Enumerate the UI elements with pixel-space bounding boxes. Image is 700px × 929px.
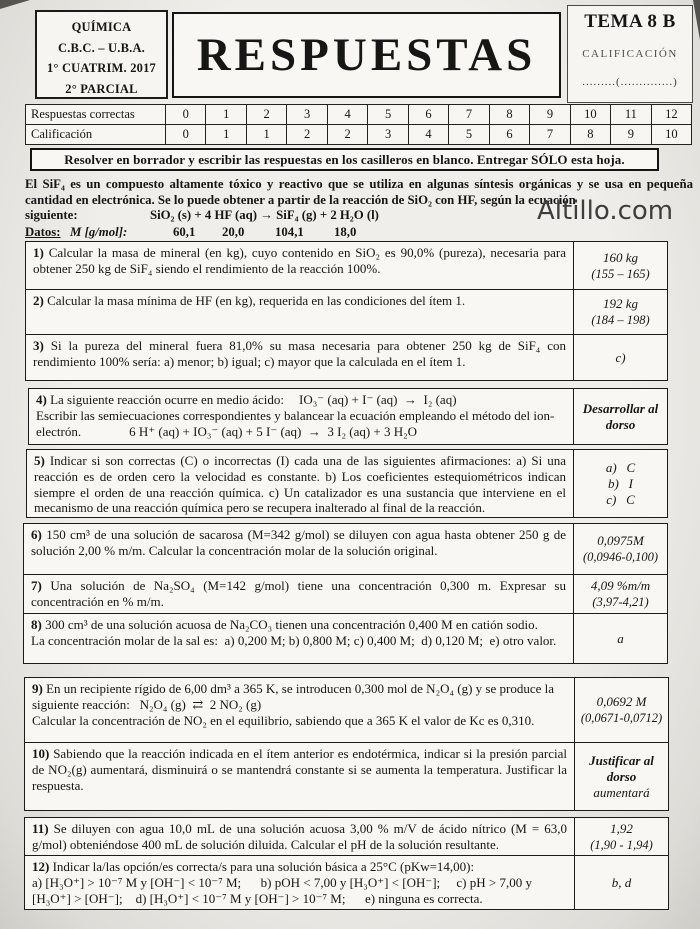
question-body: Una solución de Na₂SO₄ (M=142 g/mol) tiene una concentración 0,300 m. Expresar su concentración en % m/m. bbox=[31, 578, 566, 609]
answer-line: Desarrollar al bbox=[582, 400, 659, 416]
answer-line: b, d bbox=[611, 874, 632, 890]
question-body: 150 cm³ de una solución de sacarosa (M=342 g/mol) se diluyen con agua hasta obtener 250 g de solución 2,00 % m/m. Calcular la concentración molar de la solución original. bbox=[31, 527, 566, 558]
question-text bbox=[32, 746, 567, 793]
molar-mass-label: M [g/mol]: bbox=[70, 225, 128, 239]
answer-line: a) C bbox=[605, 459, 636, 475]
question-number: 3) bbox=[33, 338, 44, 353]
question-text: Escribir las semiecuaciones correspondientes y balancear la ecuación empleando el método del ion- bbox=[36, 407, 555, 423]
question-number: 1) bbox=[33, 245, 44, 260]
answer-line: b) I bbox=[608, 475, 633, 491]
answer-range: (1,90 - 1,94) bbox=[590, 837, 653, 852]
answer-line: 1,92 bbox=[610, 820, 633, 836]
question-table-11-12 bbox=[24, 817, 669, 910]
question-text bbox=[33, 293, 566, 309]
question-text: La concentración molar de la sal es: a) 0,200 M; b) 0,800 M; c) 0,400 M; d) 0,120 M; e) otro valor. bbox=[31, 632, 557, 648]
question-number: 8) bbox=[31, 617, 42, 632]
scan-corner-artifact bbox=[0, 0, 30, 9]
molar-mass-value: 104,1 bbox=[275, 225, 304, 239]
question-row-1 bbox=[26, 242, 667, 289]
score-row-label: Respuestas correctas bbox=[26, 105, 166, 124]
question-row-7 bbox=[24, 574, 667, 613]
answer-cell bbox=[573, 450, 667, 517]
question-body: Si la pureza del mineral fuera 81,0% su masa necesaria para obtener 250 kg de SiF₄ con rendimiento 100% sería: a) menor; b) igual; c) mayor que la calculada en el ítem 1. bbox=[33, 338, 566, 369]
score-row-correct bbox=[26, 105, 691, 124]
question-row-8 bbox=[24, 613, 667, 663]
question-body: En un recipiente rígido de 6,00 dm³ a 365 K, se introducen 0,300 mol de N₂O₄ (g) y se produce la bbox=[42, 681, 555, 696]
score-row-label: Calificación bbox=[26, 125, 166, 144]
question-body: Calcular la masa de mineral (en kg), cuyo contenido en SiO₂ es 90,0% (pureza), necesaria para obtener 250 kg de SiF₄ siendo el rendimiento de la reacción 100%. bbox=[33, 245, 566, 276]
question-text bbox=[32, 859, 567, 875]
question-text bbox=[32, 681, 567, 697]
score-cell: 1 bbox=[206, 105, 246, 124]
score-cell: 2 bbox=[247, 105, 287, 124]
question-body: Indicar si son correctas (C) o incorrectas (I) cada una de las siguientes afirmaciones: a) Si una reacción es de orden cero la velocidad es constante. b) Los coeficientes estequiométricos indican siempre el orden de una reacción química. c) Un catalizador es una sustancia que interviene en el mecanismo de una reacción química pero se recupera inalterado al final de la reacción. bbox=[34, 453, 566, 516]
score-cell: 8 bbox=[571, 125, 611, 144]
course-info-box bbox=[35, 10, 168, 99]
question-number: 12) bbox=[32, 859, 50, 874]
answer-range: (155 – 165) bbox=[591, 266, 650, 281]
ionic-equation: IO₃⁻ (aq) + I⁻ (aq) → I₂ (aq) bbox=[299, 392, 457, 407]
question-number: 7) bbox=[31, 578, 42, 593]
page-title-box bbox=[172, 12, 561, 98]
answer-cell bbox=[574, 818, 668, 855]
answer-line: Justificar al bbox=[589, 752, 654, 768]
score-cell: 2 bbox=[287, 125, 327, 144]
score-cell: 1 bbox=[247, 125, 287, 144]
score-cell: 6 bbox=[490, 125, 530, 144]
score-cell: 11 bbox=[611, 105, 651, 124]
question-options: [H₃O⁺] > [OH⁻]; d) [H₃O⁺] < 10⁻⁷ M y [OH⁻] > 10⁻⁷ M; e) ninguna es correcta. bbox=[32, 890, 483, 906]
answer-line: dorso bbox=[606, 768, 637, 784]
question-table-6-8 bbox=[23, 523, 668, 664]
score-cell: 9 bbox=[611, 125, 651, 144]
score-cell: 10 bbox=[571, 105, 611, 124]
question-table-1-3 bbox=[25, 241, 668, 381]
answer-range: (0,0671-0,0712) bbox=[580, 711, 663, 725]
question-text bbox=[36, 424, 566, 440]
question-row-4 bbox=[29, 389, 667, 444]
question-row-6 bbox=[24, 524, 667, 574]
question-row-9 bbox=[25, 678, 668, 742]
answer-line: aumentará bbox=[593, 784, 650, 800]
answer-line: 0,0692 M bbox=[596, 694, 647, 709]
answer-cell bbox=[573, 614, 667, 663]
answer-cell bbox=[573, 575, 667, 613]
question-table-4 bbox=[28, 388, 668, 445]
answer-line: 192 kg bbox=[602, 296, 639, 311]
question-body: Se diluyen con agua 10,0 mL de una solución acuosa 3,00 % m/V de ácido nítrico (M = 63,0 g/mol) obteniéndose 400 mL de solución diluida. Calcular el pH de la solución resultante. bbox=[32, 821, 567, 852]
question-body: 300 cm³ de una solución acuosa de Na₂CO₃ tienen una concentración 0,400 M en catión sodio. bbox=[41, 617, 538, 632]
intro-paragraph: El SiF₄ es un compuesto altamente tóxico y reactivo que se utiliza en algunas síntesis orgánicas y se usa en pequeña cantidad en electrónica. Se lo puede obtener a partir de la reacción de SiO₂ con HF, según la ecuación bbox=[25, 177, 693, 207]
score-cell: 7 bbox=[449, 105, 489, 124]
question-table-5 bbox=[26, 449, 668, 518]
answer-cell bbox=[573, 389, 667, 444]
intro-siguiente: siguiente: bbox=[25, 208, 78, 222]
molar-mass-value: 18,0 bbox=[334, 225, 357, 239]
question-body: Indicar la/las opción/es correcta/s para una solución básica a 25°C (pKw=14,00): bbox=[49, 859, 475, 874]
balanced-equation: 6 H⁺ (aq) + IO₃⁻ (aq) + 5 I⁻ (aq) → 3 I₂ (aq) + 3 H₂O bbox=[129, 423, 418, 439]
answer-line: 0,0975M bbox=[597, 533, 644, 548]
answer-cell bbox=[574, 678, 668, 742]
answer-cell bbox=[574, 856, 668, 909]
score-cell: 5 bbox=[449, 125, 489, 144]
score-cell: 6 bbox=[409, 105, 449, 124]
question-number: 5) bbox=[34, 453, 45, 468]
equilibrium-equation: siguiente reacción: N₂O₄ (g) ⇄ 2 NO₂ (g) bbox=[32, 696, 262, 712]
question-text bbox=[31, 578, 566, 610]
instruction-banner: Resolver en borrador y escribir las respuestas en los casilleros en blanco. Entregar SÓLO esta hoja. bbox=[30, 148, 659, 171]
tema-label: TEMA 8 B bbox=[584, 11, 676, 32]
answer-line: 4,09 %m/m bbox=[590, 578, 651, 593]
answer-line: c) bbox=[615, 349, 626, 365]
question-row-3 bbox=[26, 334, 667, 380]
molar-mass-value: 20,0 bbox=[222, 225, 245, 239]
question-number: 10) bbox=[32, 746, 50, 761]
answer-line: a bbox=[617, 630, 624, 646]
tema-calificacion-box bbox=[567, 5, 693, 103]
watermark: Altillo.com bbox=[537, 196, 674, 226]
score-cell: 0 bbox=[166, 125, 206, 144]
course-subject: QUÍMICA bbox=[71, 20, 132, 34]
score-cell: 4 bbox=[328, 105, 368, 124]
question-body: electrón. bbox=[36, 423, 82, 439]
calificacion-label: CALIFICACIÓN bbox=[582, 48, 678, 60]
score-cell: 12 bbox=[665, 107, 678, 121]
score-cell: 0 bbox=[166, 105, 206, 124]
reaction-equation: SiO₂ (s) + 4 HF (aq) → SiF₄ (g) + 2 H₂O (l) bbox=[150, 208, 379, 222]
course-exam: 2° PARCIAL bbox=[65, 81, 138, 96]
answer-line: 160 kg bbox=[602, 249, 639, 265]
question-row-5 bbox=[27, 450, 667, 517]
answer-cell bbox=[573, 290, 667, 334]
question-number: 11) bbox=[32, 821, 49, 836]
molar-mass-value: 60,1 bbox=[173, 225, 196, 239]
question-text bbox=[33, 338, 566, 370]
question-number: 6) bbox=[31, 527, 42, 542]
question-text: Calcular la concentración de NO₂ en el equilibrio, sabiendo que a 365 K el valor de Kc es 0,310. bbox=[32, 712, 535, 728]
question-body: Sabiendo que la reacción indicada en el ítem anterior es endotérmica, indicar si la presión parcial de NO₂(g) aumentará, disminuirá o se mantendrá constante si se aumenta la temperatura. Justificar la respuesta. bbox=[32, 746, 567, 793]
score-cell: 7 bbox=[530, 125, 570, 144]
course-term: 1° CUATRIM. 2017 bbox=[46, 61, 156, 75]
course-institution: C.B.C. – U.B.A. bbox=[57, 40, 146, 55]
answer-cell bbox=[573, 242, 667, 289]
answer-cell bbox=[573, 335, 667, 380]
score-conversion-table bbox=[25, 104, 692, 145]
answer-cell bbox=[573, 524, 667, 574]
datos-row bbox=[25, 225, 693, 242]
question-body: Calcular la masa mínima de HF (en kg), requerida en las condiciones del ítem 1. bbox=[43, 293, 466, 308]
answer-line: c) C bbox=[606, 491, 635, 507]
score-cell: 3 bbox=[368, 125, 408, 144]
answer-range: (3,97-4,21) bbox=[592, 595, 649, 609]
score-cell: 9 bbox=[530, 105, 570, 124]
answer-line: dorso bbox=[605, 416, 636, 432]
question-text bbox=[32, 821, 567, 853]
calificacion-blank-line: .........(..............) bbox=[582, 76, 678, 88]
score-cell: 4 bbox=[409, 125, 449, 144]
question-body: La siguiente reacción ocurre en medio ácido: bbox=[46, 392, 284, 407]
score-cell: 8 bbox=[490, 105, 530, 124]
question-row-11 bbox=[25, 818, 668, 855]
score-cell: 3 bbox=[287, 105, 327, 124]
answer-range: (0,0946-0,100) bbox=[583, 550, 658, 564]
question-number: 9) bbox=[32, 681, 43, 696]
question-text bbox=[36, 392, 566, 408]
scan-corner-artifact bbox=[693, 0, 700, 40]
question-row-2 bbox=[26, 289, 667, 334]
question-text bbox=[31, 617, 566, 633]
question-row-12 bbox=[25, 855, 668, 909]
score-cell: 1 bbox=[206, 125, 246, 144]
score-cell: 10 bbox=[665, 127, 678, 141]
question-table-9-10 bbox=[24, 677, 669, 811]
question-number: 2) bbox=[33, 293, 44, 308]
question-row-10 bbox=[25, 742, 668, 810]
question-options: a) [H₃O⁺] > 10⁻⁷ M y [OH⁻] < 10⁻⁷ M; b) pOH < 7,00 y [H₃O⁺] < [OH⁻]; c) pH > 7,00 y bbox=[32, 874, 532, 890]
question-text bbox=[31, 527, 566, 559]
score-cell: 2 bbox=[328, 125, 368, 144]
datos-label: Datos: bbox=[25, 225, 61, 239]
question-text bbox=[34, 453, 566, 516]
page-title: RESPUESTAS bbox=[196, 29, 537, 81]
answer-range: (184 – 198) bbox=[591, 313, 650, 327]
score-row-grade bbox=[26, 124, 691, 144]
question-text bbox=[33, 245, 566, 277]
question-number: 4) bbox=[36, 392, 47, 407]
score-cell: 5 bbox=[368, 105, 408, 124]
answer-cell bbox=[574, 743, 668, 810]
